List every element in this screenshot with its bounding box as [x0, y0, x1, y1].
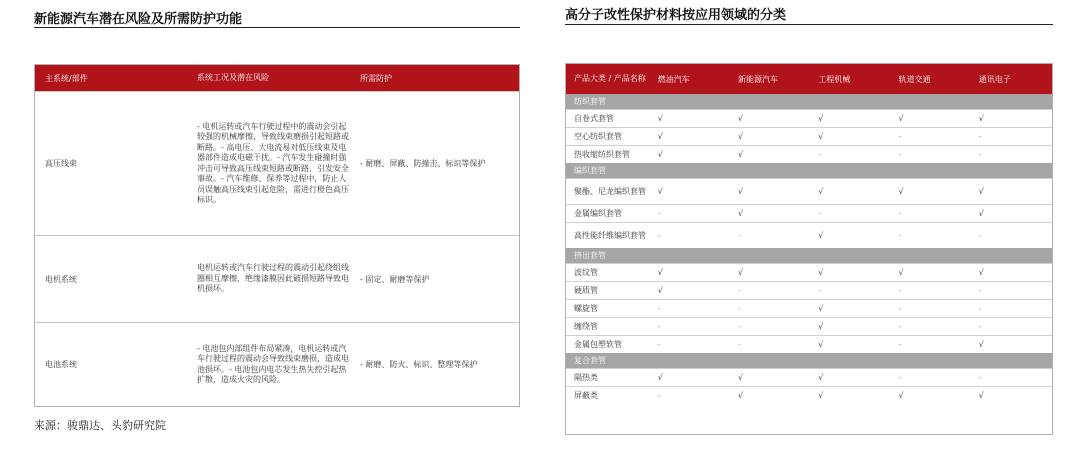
risk-cell: 电机运转或汽车行驶过程的震动引起绕组线圈相互摩擦，绝缘漆膜因此破损短路导致电机损坏。 — [197, 263, 349, 294]
applicability-cell: - — [657, 340, 661, 349]
applicability-cell: √ — [978, 209, 984, 218]
header-construction: 工程机械 — [818, 74, 851, 84]
header-protection: 所需防护 — [360, 73, 392, 83]
table-row — [566, 204, 1052, 222]
applicability-cell: √ — [978, 340, 984, 349]
product-name-cell: 聚酯、尼龙编织套管 — [574, 186, 646, 196]
category-row: 复合套管 — [566, 353, 1052, 368]
applicability-cell: - — [978, 132, 982, 141]
table-row — [566, 281, 1052, 299]
applicability-cell: - — [898, 340, 902, 349]
product-name-cell: 螺旋管 — [574, 303, 598, 313]
applicability-cell: - — [898, 304, 902, 313]
table-row — [566, 178, 1052, 204]
risk-protection-table — [34, 64, 520, 407]
applicability-cell: - — [978, 304, 982, 313]
applicability-cell: √ — [737, 132, 744, 141]
applicability-cell: - — [657, 391, 661, 400]
category-row: 挤出套管 — [566, 248, 1052, 263]
applicability-cell: √ — [818, 132, 824, 141]
applicability-cell: √ — [818, 304, 824, 313]
applicability-cell: √ — [818, 340, 824, 349]
risk-cell: - 电机运转或汽车行驶过程中的震动会引起较强的机械摩擦，导致线束磨损引起短路或断路。- 高电压、大电流易对低压线束及电器部件造成电磁干扰。- 汽车发生碰撞时强冲击可导致高压线束短路或断路，引发安全事故。- 汽车维修、保养等过程中，防止人员误触高压线束引起危险，需进行橙色高压标识。 — [197, 121, 349, 204]
left-title-rule — [34, 27, 520, 28]
applicability-cell: √ — [818, 114, 824, 123]
category-row: 纺织套管 — [566, 94, 1052, 109]
applicability-cell: √ — [657, 150, 663, 159]
product-name-cell: 自卷式套管 — [574, 113, 614, 123]
header-product: 产品大类 / 产品名称 — [574, 74, 646, 83]
category-row: 编织套管 — [566, 163, 1052, 178]
header-risk: 系统工况及潜在风险 — [197, 72, 269, 82]
source-note: 来源：骏鼎达、头豹研究院 — [34, 419, 166, 432]
product-name-cell: 屏蔽类 — [574, 390, 598, 400]
applicability-cell: - — [898, 209, 902, 218]
applicability-cell: √ — [737, 373, 744, 382]
applicability-cell: - — [978, 373, 982, 382]
left-title: 新能源汽车潜在风险及所需防护功能 — [34, 12, 243, 27]
applicability-cell: - — [818, 209, 822, 218]
applicability-cell: √ — [818, 322, 824, 331]
applicability-cell: √ — [898, 268, 904, 277]
applicability-cell: √ — [737, 209, 744, 218]
applicability-cell: - — [657, 209, 661, 218]
applicability-cell: √ — [978, 391, 984, 400]
applicability-cell: - — [978, 286, 982, 295]
applicability-cell: - — [898, 132, 902, 141]
header-nev: 新能源汽车 — [737, 74, 778, 84]
product-name-cell: 金属编织套管 — [574, 208, 622, 218]
applicability-cell: √ — [898, 187, 904, 196]
applicability-cell: - — [657, 304, 661, 313]
applicability-cell: √ — [898, 391, 904, 400]
applicability-cell: - — [898, 231, 902, 240]
part-cell: 高压线束 — [45, 159, 77, 168]
applicability-cell: √ — [978, 114, 984, 123]
table-header — [566, 64, 1052, 94]
product-name-cell: 缠绕管 — [574, 321, 598, 331]
header-fuel-vehicle: 燃油汽车 — [657, 74, 690, 84]
applicability-cell: √ — [818, 268, 824, 277]
applicability-cell: √ — [737, 391, 744, 400]
applicability-cell: - — [978, 231, 982, 240]
table-row — [566, 263, 1052, 281]
material-application-table — [565, 63, 1053, 435]
applicability-cell: - — [978, 322, 982, 331]
applicability-cell: - — [898, 150, 902, 159]
table-row — [566, 386, 1052, 404]
product-name-cell: 波纹管 — [574, 267, 598, 277]
applicability-cell: √ — [737, 187, 744, 196]
applicability-cell: √ — [657, 286, 663, 295]
right-title-rule — [565, 24, 1053, 25]
applicability-cell: - — [737, 304, 741, 313]
table-body — [566, 94, 1052, 404]
applicability-cell: √ — [818, 187, 824, 196]
table-row — [566, 335, 1052, 353]
applicability-cell: √ — [818, 231, 824, 240]
applicability-cell: √ — [657, 268, 663, 277]
applicability-cell: √ — [818, 391, 824, 400]
protection-cell: - 耐磨、防火、标识、整理等保护 — [360, 360, 478, 369]
product-name-cell: 热收缩纺织套管 — [574, 149, 630, 159]
table-row — [566, 145, 1052, 163]
part-cell: 电池系统 — [45, 360, 77, 369]
applicability-cell: √ — [657, 373, 663, 382]
product-name-cell: 硬质管 — [574, 285, 598, 295]
table-row — [566, 109, 1052, 127]
applicability-cell: √ — [898, 114, 904, 123]
table-row — [566, 222, 1052, 248]
table-row — [566, 299, 1052, 317]
table-row — [35, 322, 519, 406]
protection-cell: - 耐磨、屏蔽、防撞击、标识等保护 — [360, 159, 486, 168]
applicability-cell: √ — [978, 268, 984, 277]
applicability-cell: √ — [737, 268, 744, 277]
table-row — [566, 317, 1052, 335]
applicability-cell: √ — [818, 373, 824, 382]
applicability-cell: - — [898, 286, 902, 295]
applicability-cell: - — [818, 150, 822, 159]
product-name-cell: 金属包塑软管 — [574, 339, 622, 349]
table-row — [35, 91, 519, 235]
applicability-cell: √ — [978, 187, 984, 196]
table-row — [566, 127, 1052, 145]
applicability-cell: - — [737, 322, 741, 331]
header-part: 主系统/部件 — [45, 73, 88, 83]
applicability-cell: - — [898, 322, 902, 331]
applicability-cell: √ — [657, 114, 663, 123]
applicability-cell: √ — [737, 150, 744, 159]
applicability-cell: - — [818, 286, 822, 295]
applicability-cell: - — [737, 231, 741, 240]
applicability-cell: √ — [657, 187, 663, 196]
applicability-cell: - — [657, 231, 661, 240]
applicability-cell: - — [978, 150, 982, 159]
header-telecom: 通讯电子 — [978, 74, 1011, 84]
product-name-cell: 空心纺织套管 — [574, 131, 622, 141]
part-cell: 电机系统 — [45, 274, 77, 284]
table-row — [566, 368, 1052, 386]
product-name-cell: 高性能纤维编织套管 — [574, 230, 646, 240]
protection-cell: - 固定、耐磨等保护 — [360, 274, 430, 284]
product-name-cell: 隔热类 — [574, 372, 598, 382]
table-header — [35, 65, 519, 91]
applicability-cell: - — [737, 340, 741, 349]
right-title: 高分子改性保护材料按应用领域的分类 — [565, 8, 787, 23]
applicability-cell: - — [737, 286, 741, 295]
applicability-cell: √ — [737, 114, 744, 123]
applicability-cell: - — [657, 322, 661, 331]
applicability-cell: √ — [657, 132, 663, 141]
risk-cell: - 电池包内部组件布局紧凑，电机运转或汽车行驶过程的震动会导致线束磨损，造成电池损坏。- 电池包内电芯发生热失控引起热扩散，造成火灾的风险。 — [197, 343, 349, 384]
header-rail: 轨道交通 — [898, 74, 931, 84]
applicability-cell: - — [898, 373, 902, 382]
table-row — [35, 235, 519, 322]
